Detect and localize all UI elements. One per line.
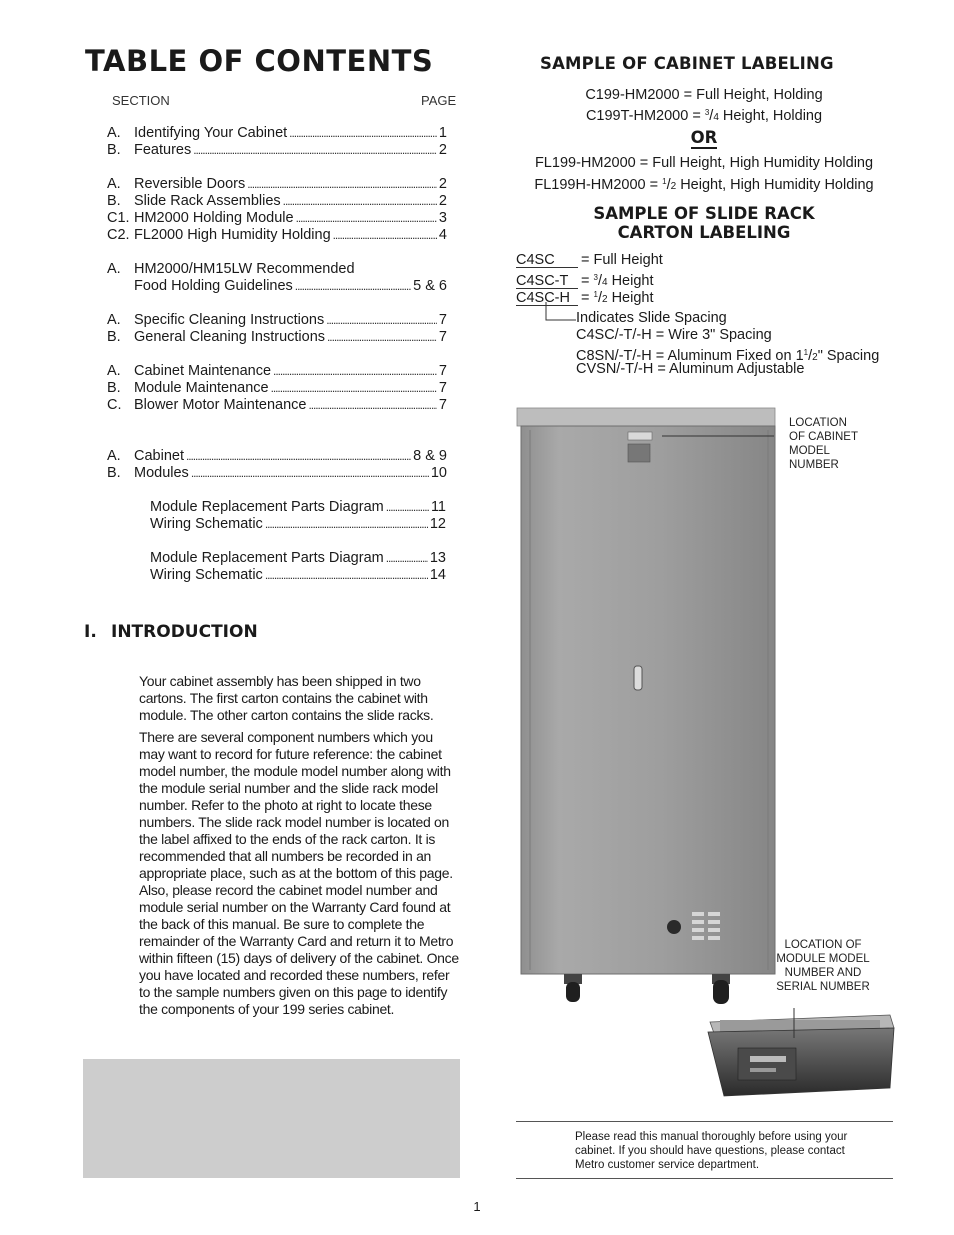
- or-divider: OR: [690, 128, 718, 147]
- cabinet-label-line-1: C199-HM2000 = Full Height, Holding: [585, 87, 823, 103]
- toc-entry: A. Specific Cleaning Instructions . . . 7: [107, 312, 447, 329]
- toc-group-2: [107, 176, 447, 244]
- toc-group-1: [107, 125, 447, 159]
- toc-title: TABLE OF CONTENTS: [85, 44, 434, 78]
- intro-heading: [84, 622, 258, 642]
- toc-entry: A. HM2000/HM15LW Recommended: [107, 261, 355, 277]
- toc-entry: B. Module Maintenance . . . 7: [107, 380, 447, 397]
- toc-entry: Wiring Schematic . . . 14: [150, 567, 446, 584]
- toc-group-5: [107, 363, 447, 414]
- cabinet-photo: [510, 400, 900, 1100]
- intro-heading-text: INTRODUCTION: [111, 622, 258, 642]
- toc-entry: A. Cabinet Maintenance . . . 7: [107, 363, 447, 380]
- toc-entry: Wiring Schematic . . . 12: [150, 516, 446, 533]
- toc-entry: B. Slide Rack Assemblies . . . 2: [107, 193, 447, 210]
- toc-entry: A. Cabinet . . . 8 & 9: [107, 448, 447, 465]
- cabinet-labeling-heading: SAMPLE OF CABINET LABELING: [540, 54, 834, 73]
- page-number: 1: [473, 1199, 481, 1214]
- module-number-callout: LOCATION OF MODULE MODEL NUMBER AND SERIAL NUMBER: [776, 939, 870, 993]
- toc-entry: C1. HM2000 Holding Module . . . 3: [107, 210, 447, 227]
- rack-code-row: C4SC-H = $^1$/2 Height: [516, 290, 654, 306]
- toc-entry: B. Features . . . 2: [107, 142, 447, 159]
- intro-body: [139, 673, 461, 1023]
- toc-entry: B. General Cleaning Instructions . . . 7: [107, 329, 447, 346]
- spacing-option-1: C4SC/-T/-H = Wire 3" Spacing: [576, 327, 772, 343]
- intro-paragraph-1: Your cabinet assembly has been shipped in two cartons. The first carton contains the cabinet with module. The other carton contains the slide racks.: [139, 673, 434, 723]
- toc-entry: Food Holding Guidelines . . . 5 & 6: [107, 278, 447, 295]
- record-numbers-box: [83, 1059, 460, 1178]
- read-manual-notice: Please read this manual thoroughly before using your cabinet. If you should have questions, please contact Metro customer service department.: [575, 1131, 848, 1171]
- cabinet-label-line-2: C199T-HM2000 = $^3$/4 Height, Holding: [585, 108, 823, 124]
- slide-spacing-indicator: Indicates Slide Spacing: [576, 310, 727, 326]
- rack-code-row: C4SC = Full Height: [516, 252, 663, 268]
- rack-code-row: C4SC-T = $^3$/4 Height: [516, 273, 654, 289]
- toc-entry: A. Reversible Doors . . . 2: [107, 176, 447, 193]
- intro-paragraph-2: There are several component numbers which you may want to record for future reference: the cabinet model number, the module model number along with the module serial number and the slide rack model number. Refer to the photo at right to locate these numbers. The slide rack model number is located on the label affixed to the ends of the rack carton. It is recommended that all numbers be recorded in an appropriate place, such as at the bottom of this page. Also, please record the cabinet model number and module serial number on the Warranty Card found at the back of this manual. Be sure to complete the remainder of the Warranty Card and return it to Metro within fifteen (15) days of delivery of the cabinet. Once you have located and recorded these numbers, refer to the sample numbers given on this page to identify the components of your 199 series cabinet.: [139, 729, 459, 1017]
- toc-section-header: SECTION: [112, 93, 170, 108]
- toc-entry: A. Identifying Your Cabinet . . . 1: [107, 125, 447, 142]
- cabinet-label-line-3: FL199-HM2000 = Full Height, High Humidity Holding: [534, 155, 874, 171]
- toc-group-4: [107, 312, 447, 346]
- cabinet-number-callout: LOCATION OF CABINET MODEL NUMBER: [789, 417, 859, 471]
- slide-spacing-bracket: [540, 302, 580, 324]
- toc-entry: C2. FL2000 High Humidity Holding . . . 4: [107, 227, 447, 244]
- toc-entry: C. Blower Motor Maintenance . . . 7: [107, 397, 447, 414]
- toc-entry: Module Replacement Parts Diagram . . . 11: [150, 499, 446, 516]
- toc-group-7: [150, 499, 446, 533]
- spacing-option-2: C8SN/-T/-H = Aluminum Fixed on $1^1/2$" Spacing: [576, 348, 880, 364]
- toc-page-header: PAGE: [421, 93, 457, 108]
- rack-labeling-heading: SAMPLE OF SLIDE RACK CARTON LABELING: [593, 204, 815, 242]
- toc-entry: B. Modules . . . 10: [107, 465, 447, 482]
- toc-entry: Module Replacement Parts Diagram . . . 13: [150, 550, 446, 567]
- cabinet-label-line-4: FL199H-HM2000 = $^1$/2 Height, High Humidity Holding: [534, 177, 874, 193]
- toc-group-6: [107, 448, 447, 482]
- toc-group-3: [107, 261, 447, 295]
- toc-group-8: [150, 550, 446, 584]
- intro-section-number: I.: [84, 622, 97, 642]
- spacing-option-3: CVSN/-T/-H = Aluminum Adjustable: [576, 361, 805, 377]
